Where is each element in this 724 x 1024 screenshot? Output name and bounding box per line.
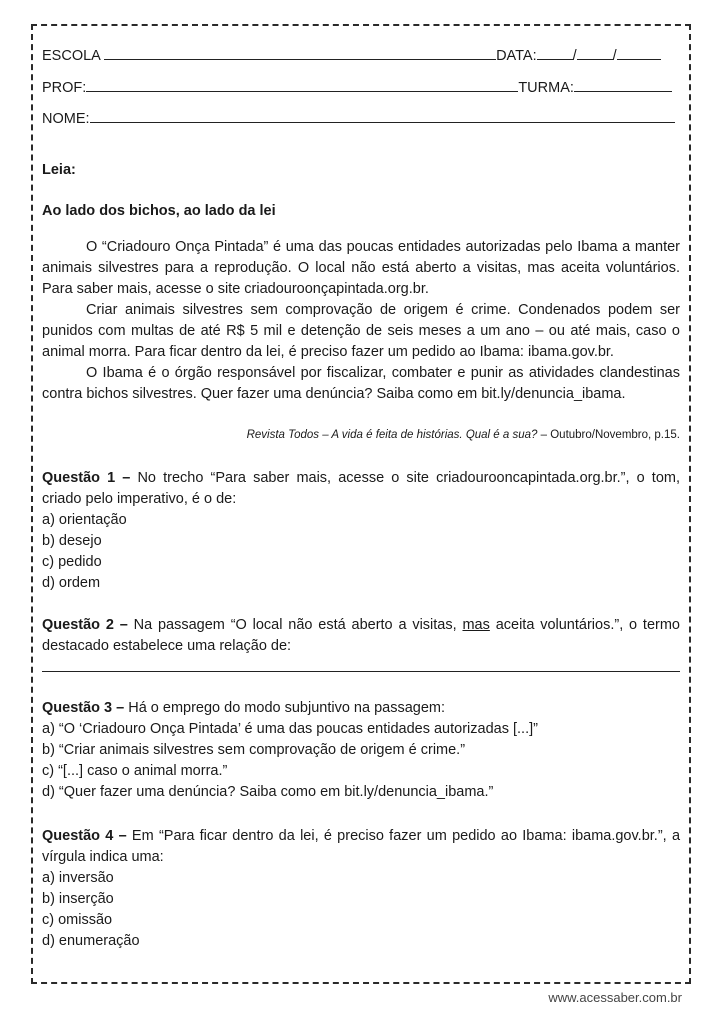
escola-label: ESCOLA <box>42 48 101 64</box>
question-3-option-d: d) “Quer fazer uma denúncia? Saiba como em bit.ly/denuncia_ibama.” <box>42 784 494 800</box>
date-separator-1: / <box>572 48 577 64</box>
question-1-label: Questão 1 – <box>42 470 131 486</box>
question-2-text-before: Na passagem “O local não está aberto a visitas, <box>127 617 463 633</box>
text-title: Ao lado dos bichos, ao lado da lei <box>42 203 276 219</box>
paragraph-3: O Ibama é o órgão responsável por fiscalizar, combater e punir as atividades clandestinas contra bichos silvestres. Quer fazer uma denúncia? Saiba como em bit.ly/denuncia_ibama. <box>42 365 680 402</box>
reading-section <box>42 160 680 446</box>
date-month-line[interactable] <box>577 45 613 60</box>
question-3-label: Questão 3 – <box>42 700 125 716</box>
paragraph-1: O “Criadouro Onça Pintada” é uma das poucas entidades autorizadas pelo Ibama a manter animais silvestres para a reprodução. O local não está aberto a visitas, mas aceita voluntários. Para saber mais, acesse o site criadouroonçapintada.org.br. <box>42 239 680 297</box>
question-4 <box>42 826 680 952</box>
turma-label: TURMA: <box>518 80 574 96</box>
question-2-answer-line[interactable] <box>42 659 680 672</box>
question-1-option-c: c) pedido <box>42 554 102 570</box>
question-1-text: No trecho “Para saber mais, acesse o site criadourooncapintada.org.br.”, o tom, criado pelo imperativo, é o de: <box>42 470 681 507</box>
source-title: Revista Todos – A vida é feita de histórias. Qual é a sua? <box>246 429 538 441</box>
question-2-label: Questão 2 – <box>42 617 128 633</box>
question-2-text-after: aceita voluntários.”, o termo destacado estabelece uma relação de: <box>42 617 680 654</box>
paragraph-2: Criar animais silvestres sem comprovação de origem é crime. Condenados podem ser punidos com multas de até R$ 5 mil e detenção de seis meses a um ano – ou até mais, caso o animal morra. Para ficar dentro da lei, é preciso fazer um pedido ao Ibama: ibama.gov.br. <box>42 302 680 360</box>
question-1-option-d: d) ordem <box>42 575 101 591</box>
prof-label: PROF: <box>42 80 87 96</box>
question-3 <box>42 698 680 803</box>
question-2-statement <box>42 615 680 657</box>
nome-input-line[interactable] <box>90 108 675 123</box>
question-2 <box>42 615 680 672</box>
school-field-row <box>42 45 661 65</box>
question-3-option-a: a) “O ‘Criadouro Onça Pintada’ é uma das poucas entidades autorizadas [...]” <box>42 721 538 737</box>
nome-field-row <box>42 108 675 128</box>
prof-input-line[interactable] <box>86 77 518 92</box>
question-3-option-b: b) “Criar animais silvestres sem comprovação de origem é crime.” <box>42 742 466 758</box>
question-4-statement <box>42 826 680 868</box>
question-4-label: Questão 4 – <box>42 828 127 844</box>
reading-instruction: Leia: <box>42 162 76 178</box>
footer-website: www.acessaber.com.br <box>548 990 682 1005</box>
question-4-text: Em “Para ficar dentro da lei, é preciso fazer um pedido ao Ibama: ibama.gov.br.”, a vírgula indica uma: <box>42 828 681 865</box>
question-1-option-b: b) desejo <box>42 533 102 549</box>
question-2-highlighted-term: mas <box>462 617 490 633</box>
question-4-option-a: a) inversão <box>42 870 114 886</box>
data-label: DATA: <box>496 48 537 64</box>
date-separator-2: / <box>612 48 617 64</box>
question-3-statement <box>42 698 680 719</box>
question-3-option-c: c) “[...] caso o animal morra.” <box>42 763 228 779</box>
question-4-option-b: b) inserção <box>42 891 114 907</box>
nome-label: NOME: <box>42 111 90 127</box>
date-day-line[interactable] <box>537 45 573 60</box>
date-year-line[interactable] <box>617 45 661 60</box>
source-edition: – Outubro/Novembro, p.15. <box>537 429 680 441</box>
text-source <box>42 425 680 446</box>
text-body <box>42 237 680 405</box>
turma-input-line[interactable] <box>574 77 672 92</box>
question-1 <box>42 468 680 594</box>
question-1-statement <box>42 468 680 510</box>
escola-input-line[interactable] <box>104 45 496 60</box>
question-4-option-d: d) enumeração <box>42 933 140 949</box>
prof-field-row <box>42 77 672 97</box>
question-3-text: Há o emprego do modo subjuntivo na passagem: <box>124 700 446 716</box>
question-1-option-a: a) orientação <box>42 512 127 528</box>
question-4-option-c: c) omissão <box>42 912 113 928</box>
